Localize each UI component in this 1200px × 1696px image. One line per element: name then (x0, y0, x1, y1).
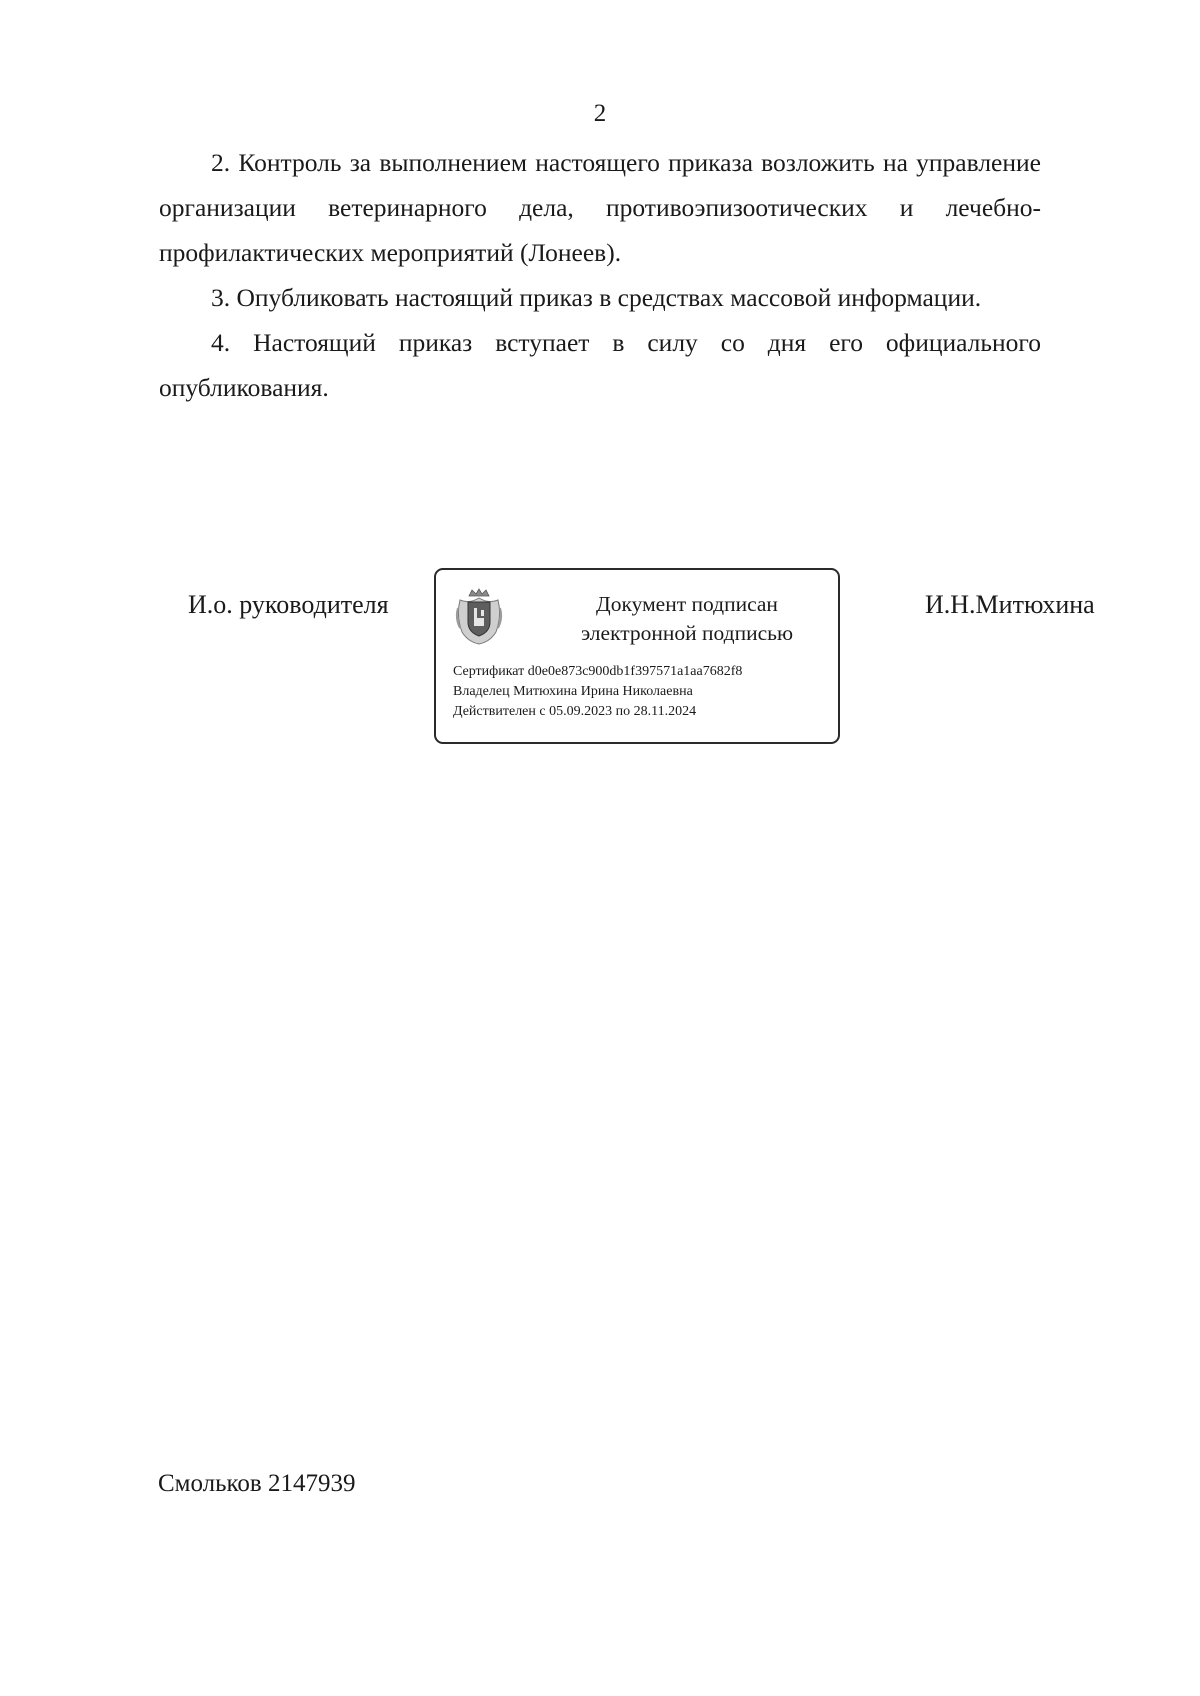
page-number: 2 (593, 100, 607, 127)
stamp-title-line-1: Документ подписан (596, 592, 778, 616)
electronic-signature-stamp (434, 568, 840, 744)
coat-of-arms-icon (454, 588, 504, 646)
executor-info: Смольков 2147939 (158, 1470, 356, 1497)
stamp-owner: Владелец Митюхина Ирина Николаевна (453, 684, 693, 699)
stamp-certificate: Сертификат d0e0e873c900db1f397571a1aa7682f8 (453, 664, 743, 679)
stamp-validity: Действителен с 05.09.2023 по 28.11.2024 (453, 704, 697, 719)
stamp-title (544, 590, 830, 648)
paragraph-publish: 3. Опубликовать настоящий приказ в средствах массовой информации. (211, 283, 982, 312)
paragraph-control: 2. Контроль за выполнением настоящего приказа возложить на управление организации ветеринарного дела, противоэпизоотических и лечебно-профилактических мероприятий (Лонеев). (159, 148, 1041, 267)
signer-name: И.Н.Митюхина (925, 590, 1095, 619)
stamp-title-line-2: электронной подписью (580, 621, 794, 645)
stamp-details (453, 662, 742, 722)
document-body (159, 140, 1041, 410)
paragraph-effective: 4. Настоящий приказ вступает в силу со дня его официального опубликования. (159, 328, 1041, 402)
signer-position: И.о. руководителя (188, 590, 389, 619)
